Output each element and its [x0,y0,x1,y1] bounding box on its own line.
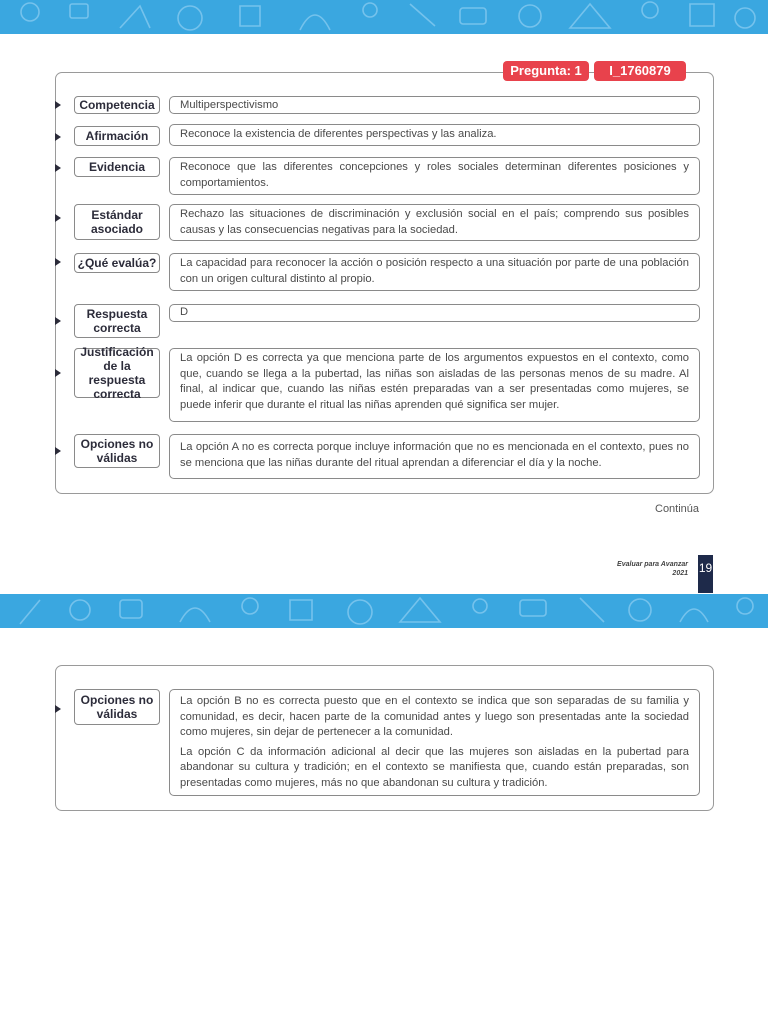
justificacion-text: La opción D es correcta ya que menciona parte de los argumentos expuestos en el contexto, como que, cuando se llega a la pubertad, las niñas son aisladas de las personas menos de su madre. Al final, al indicar que, cuando las niñas estén preparadas van a ser presentadas como mujeres, se puede inferir que durante el ritual las niñas aprenden qué significa ser mujer. [180,352,689,411]
afirmacion-text: Reconoce la existencia de diferentes perspectivas y las analiza. [180,128,497,140]
evidencia-text: Reconoce que las diferentes concepciones y roles sociales determinan diferentes posiciones y comportamientos. [180,161,689,189]
respuesta-correcta-text: D [180,306,189,318]
page-number: 19 [698,555,713,593]
estandar-label: Estándar asociado [74,204,160,240]
row-arrow-icon [55,101,61,109]
row-arrow-icon [55,214,61,222]
bottom-pattern-band [0,594,768,628]
respuesta-correcta-label: Respuesta correcta [74,304,160,338]
footer-line2: 2021 [672,570,688,577]
row-arrow-icon [55,447,61,455]
competencia-label: Competencia [74,96,160,114]
afirmacion-value [169,124,700,146]
opciones-no-validas-label-2: Opciones no válidas [74,689,160,725]
que-evalua-text: La capacidad para reconocer la acción o posición respecto a una situación por parte de una población con un origen cultural distinto al propio. [180,257,689,285]
row-arrow-icon [55,133,61,141]
justificacion-value [169,348,700,422]
opcion-b-text: La opción B no es correcta puesto que en el contexto se indica que son separadas de su familia y comunidad, es decir, hacen parte de la comunidad antes y luego son presentadas ante la sociedad como mujeres, sin dejar de pertenecer a la comunidad. [180,695,689,738]
estandar-text: Rechazo las situaciones de discriminación y exclusión social en el país; comprendo sus posibles causas y las consecuencias negativas para la sociedad. [180,208,689,236]
row-arrow-icon [55,258,61,266]
que-evalua-value [169,253,700,291]
afirmacion-label: Afirmación [74,126,160,146]
respuesta-correcta-value [169,304,700,322]
row-arrow-icon [55,317,61,325]
row-arrow-icon [55,705,61,713]
row-arrow-icon [55,164,61,172]
opciones-no-validas-label: Opciones no válidas [74,434,160,468]
opciones-no-validas-value [169,434,700,479]
top-pattern-band [0,0,768,34]
evidencia-value [169,157,700,195]
continua-label: Continúa [655,503,700,515]
justificacion-label: Justificación de la respuesta correcta [74,348,160,398]
question-number-tag: Pregunta: 1 [503,61,589,81]
question-code-tag: I_1760879 [594,61,686,81]
competencia-value [169,96,700,114]
estandar-value [169,204,700,241]
opciones-no-validas-value-2 [169,689,700,796]
footer-title [617,560,688,578]
evidencia-label: Evidencia [74,157,160,177]
row-arrow-icon [55,369,61,377]
que-evalua-label: ¿Qué evalúa? [74,253,160,273]
opciones-no-validas-text: La opción A no es correcta porque incluye información que no es mencionada en el contexto, pues no se menciona que las niñas durante del ritual aprendan a diferenciar el día y la noche. [180,441,689,469]
competencia-text: Multiperspectivismo [180,99,279,111]
opcion-c-text: La opción C da información adicional al decir que las mujeres son aisladas en la pubertad para abandonar su cultura y tradición; en el contexto se manifiesta que, cuando están preparadas, son presentadas como mujeres, más no que abandonan su cultura y tradición. [180,745,689,789]
footer-line1: Evaluar para Avanzar [617,561,688,568]
